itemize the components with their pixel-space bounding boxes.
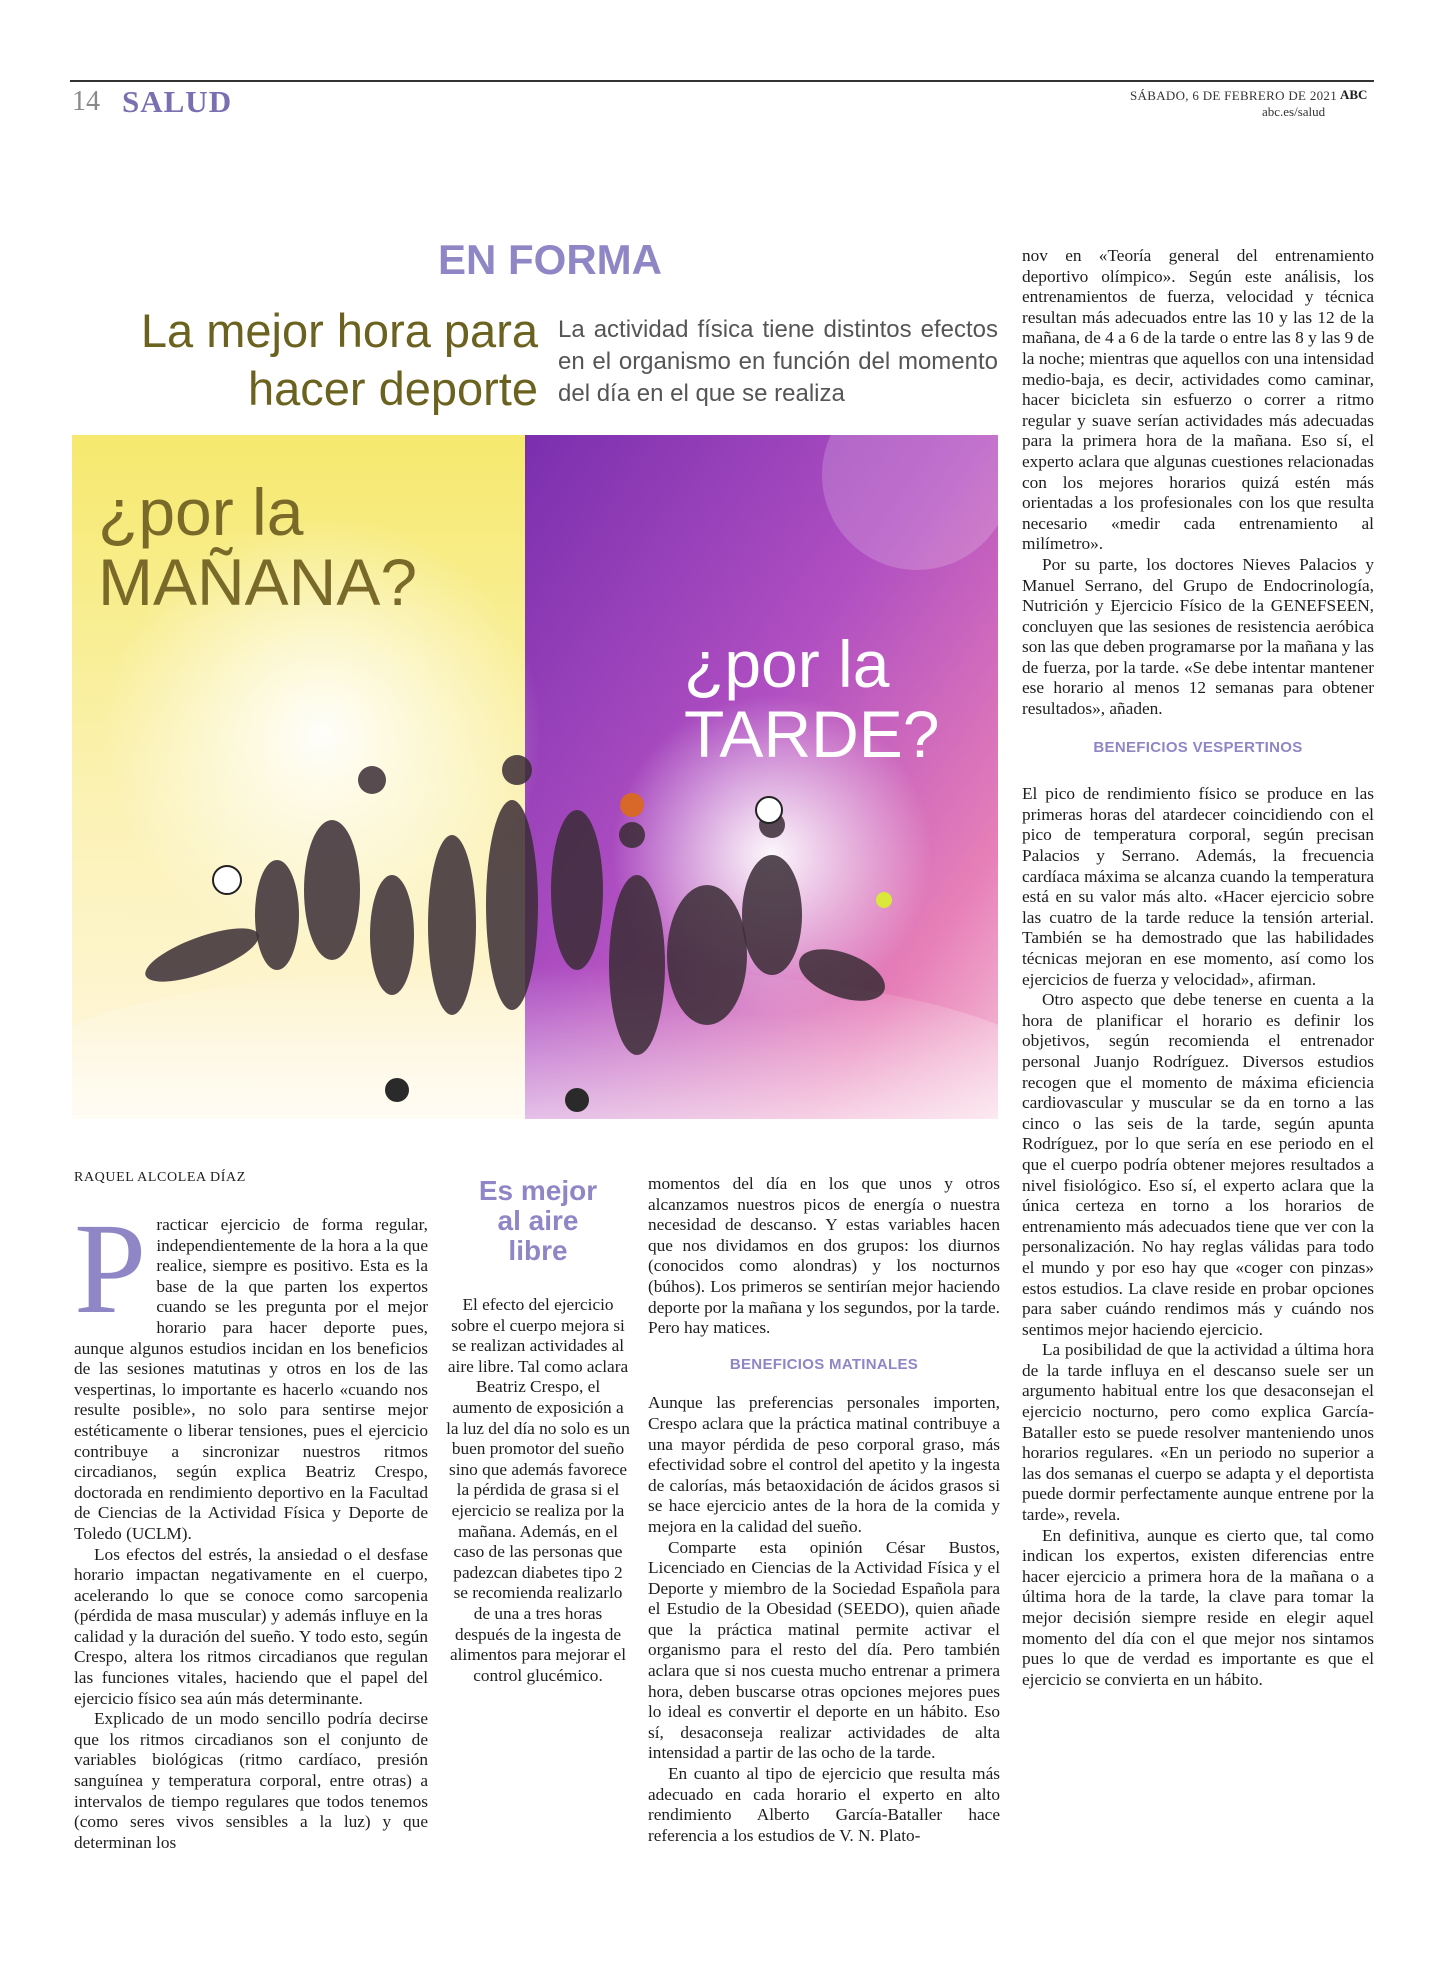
col3-paragraph-4: En cuanto al tipo de ejercicio que resulta más adecuado en cada horario el experto en alto rendimiento Alberto García-Bataller hace referencia a los estudios de V. N. Plato- [648,1764,1000,1845]
section-title: SALUD [122,84,233,119]
col1-paragraph-3: Explicado de un modo sencillo podría decirse que los ritmos circadianos son el conjunto de variables biológicas (ritmo cardíaco, presión sanguínea y temperatura corporal, entre otras) a intervalos de tiempo regulares que todos tenemos (como seres vivos sensibles a la luz) y que determinan los [74,1709,428,1852]
section-url[interactable]: abc.es/salud [1262,104,1326,119]
body-column-4 [1022,246,1374,1690]
issue-date: SÁBADO, 6 DE FEBRERO DE 2021 [1130,88,1338,103]
body-column-1 [74,1197,428,1853]
sidebar-title-line-1: Es mejor [478,1175,598,1206]
sidebar-body: El efecto del ejercicio sobre el cuerpo mejora si se realizan actividades al aire libre. Tal como aclara Beatriz Crespo, el aumento de exposición a la luz del día no solo es un buen promotor del sueño sino que además favorece la pérdida de grasa si el ejercicio se realiza por la mañana. Además, en el caso de las personas que padezcan diabetes tipo 2 se recomienda realizarlo de una a tres horas después de la ingesta de alimentos para mejorar el control glucémico. [446,1295,630,1685]
col4-paragraph-4: Otro aspecto que debe tenerse en cuenta a la hora de planificar el horario es definir los objetivos, según recomienda el entrenador personal Juanjo Rodríguez. Diversos estudios recogen que el momento de máxima eficiencia cardiovascular y muscular se da en torno a las cinco o las seis de la tarde, según apunta Rodríguez, por lo que sería en ese periodo en el que el cuerpo podría obtener mejores resultados a nivel fisiológico. Eso sí, el experto aclara que la única certeza en torno a los horarios de entrenamiento más adecuados tiene que ver con la personalización. No hay reglas válidas para todo el mundo y por eso hay que «coger con pinzas» estos estudios. La clave reside en probar opciones para saber cuándo rendimos más y cuándo nos sentimos mejor haciendo ejercicio. [1022,990,1374,1339]
evening-caption-line-2: TARDE? [684,697,940,771]
headline [40,302,538,418]
header-rule [70,80,1374,82]
subhead-vespertinos: BENEFICIOS VESPERTINOS [1093,738,1303,756]
subhead-matinales: BENEFICIOS MATINALES [729,1355,919,1373]
publication-name: ABC [1340,87,1368,102]
body-column-3 [648,1174,1000,1846]
col3-paragraph-3: Comparte esta opinión César Bustos, Licenciado en Ciencias de la Actividad Física y el Deporte y miembro de la Sociedad Española para el Estudio de la Obesidad (SEEDO), quien añade que la práctica matinal permite activar el organismo para el resto del día. Pero también aclara que si nos cuesta mucho entrenar a primera hora, deben buscarse otras opciones mejores pues lo ideal es convertir el deporte en un hábito. Eso sí, desaconseja realizar actividades de alta intensidad a partir de las ocho de la tarde. [648,1537,1000,1763]
col4-paragraph-6: En definitiva, aunque es cierto que, tal como indican los expertos, existen diferencias entre hacer ejercicio a primera hora de la mañana o a última hora de la tarde, la clave para tomar la mejor decisión siempre reside en elegir aquel momento del día con el que mejor nos sintamos pues lo que de verdad es importante es que el ejercicio se convierta en un hábito. [1022,1525,1374,1689]
sidebar-title-line-3: libre [508,1235,568,1266]
drop-cap: P [74,1197,147,1341]
hero-image [72,435,998,1119]
col4-paragraph-5: La posibilidad de que la actividad a última hora de la tarde influya en el descanso suele ser un argumento habitual entre los que desaconsejan el ejercicio nocturno, pero como explica García-Bataller esto se puede resolver manteniendo unos horarios regulares. «En un periodo no superior a las dos semanas el cuerpo se adapta y el deportista puede dormir perfectamente aunque entrene por la tarde», revela. [1022,1340,1374,1525]
morning-caption-line-1: ¿por la [98,475,304,549]
byline: RAQUEL ALCOLEA DÍAZ [74,1170,246,1185]
page-number: 14 [72,86,100,117]
headline-line-2: hacer deporte [247,362,538,415]
evening-caption [684,629,940,769]
headline-line-1: La mejor hora para [140,304,538,357]
col3-paragraph-2: Aunque las preferencias personales importen, Crespo aclara que la práctica matinal contribuye a una mayor pérdida de peso corporal graso, más efectividad sobre el control del apetito y la ingesta de calorías, más betaoxidación de ácidos grasos si se hace ejercicio antes de la hora de la comida y mejora en la calidad del sueño. [648,1393,1000,1536]
deck: La actividad física tiene distintos efectos en el organismo en función del momento del día en el que se realiza [558,316,998,407]
morning-caption [98,477,417,617]
sidebar-title [450,1176,626,1266]
col3-paragraph-1: momentos del día en los que unos y otros alcanzamos nuestros picos de energía o nuestra necesidad de descanso. Y estas variables hacen que nos dividamos en dos grupos: los diurnos (conocidos como alondras) y los nocturnos (búhos). Los primeros se sentirían mejor haciendo deporte por la mañana y los segundos, por la tarde. Pero hay matices. [648,1174,1000,1338]
col4-paragraph-3: El pico de rendimiento físico se produce en las primeras horas del atardecer coincidiendo con el pico de temperatura corporal, según precisan Palacios y Serrano. Además, la frecuencia cardíaca máxima se alcanza cuando la temperatura está en su valor más alto. «Hacer ejercicio sobre las cuatro de la tarde reduce la tensión arterial. También se ha demostrado que las habilidades técnicas mejoran en ese momento, así como los ejercicios de fuerza y velocidad», afirman. [1022,784,1374,989]
morning-caption-line-2: MAÑANA? [98,545,418,619]
col4-paragraph-1: nov en «Teoría general del entrenamiento deportivo olímpico». Según este análisis, los entrenamientos de fuerza, velocidad y técnica resultan más adecuados entre las 10 y las 12 de la mañana, de 4 a 6 de la tarde o entre las 8 y las 9 de la noche; mientras que aquellos con una intensidad medio-baja, es decir, actividades como caminar, hacer bicicleta sin esfuerzo o correr a ritmo regular y suave serían actividades más adecuadas para la primera hora de la mañana. Eso sí, el experto aclara que algunas cuestiones relacionadas con los mejores horarios quizá estén más orientadas a los profesionales con los que resulta necesario «medir cada entrenamiento al milímetro». [1022,246,1374,554]
evening-caption-line-1: ¿por la [684,627,890,701]
col1-paragraph-2: Los efectos del estrés, la ansiedad o el desfase horario impactan negativamente en el cuerpo, acelerando lo que se conoce como sarcopenia (pérdida de masa muscular) y además influye en la calidad y la duración del sueño. Y todo esto, según Crespo, altera los ritmos circadianos que regulan las funciones vitales, haciendo que el papel del ejercicio físico sea aún más determinante. [74,1544,428,1708]
sidebar-title-line-2: al aire [497,1205,579,1236]
lead-paragraph [74,1197,428,1545]
kicker: EN FORMA [438,236,662,283]
col4-paragraph-2: Por su parte, los doctores Nieves Palacios y Manuel Serrano, del Grupo de Endocrinología, Nutrición y Ejercicio Físico de la GENEFSEEN, concluyen que las sesiones de resistencia aeróbica son las que deben programarse por la mañana y las de fuerza, por la tarde. «Se debe intentar mantener ese horario al menos 12 semanas para obtener resultados», añaden. [1022,554,1374,719]
lead-paragraph-text: racticar ejercicio de forma regular, independientemente de la hora a la que realice, siempre es positivo. Esta es la base de la que parten los expertos cuando se les pregunta por el mejor horario para hacer deporte pues, aunque algunos estudios incidan en los beneficios de las sesiones matutinas y otros en los de las vespertinas, lo importante es hacerlo «cuando nos resulte posible», no solo para sentirse mejor estéticamente o liberar tensiones, pues el ejercicio contribuye a sincronizar nuestros ritmos circadianos, según explica Beatriz Crespo, doctorada en rendimiento deportivo en la Facultad de Ciencias de la Actividad Física y Deporte de Toledo (UCLM). [74,1215,428,1543]
